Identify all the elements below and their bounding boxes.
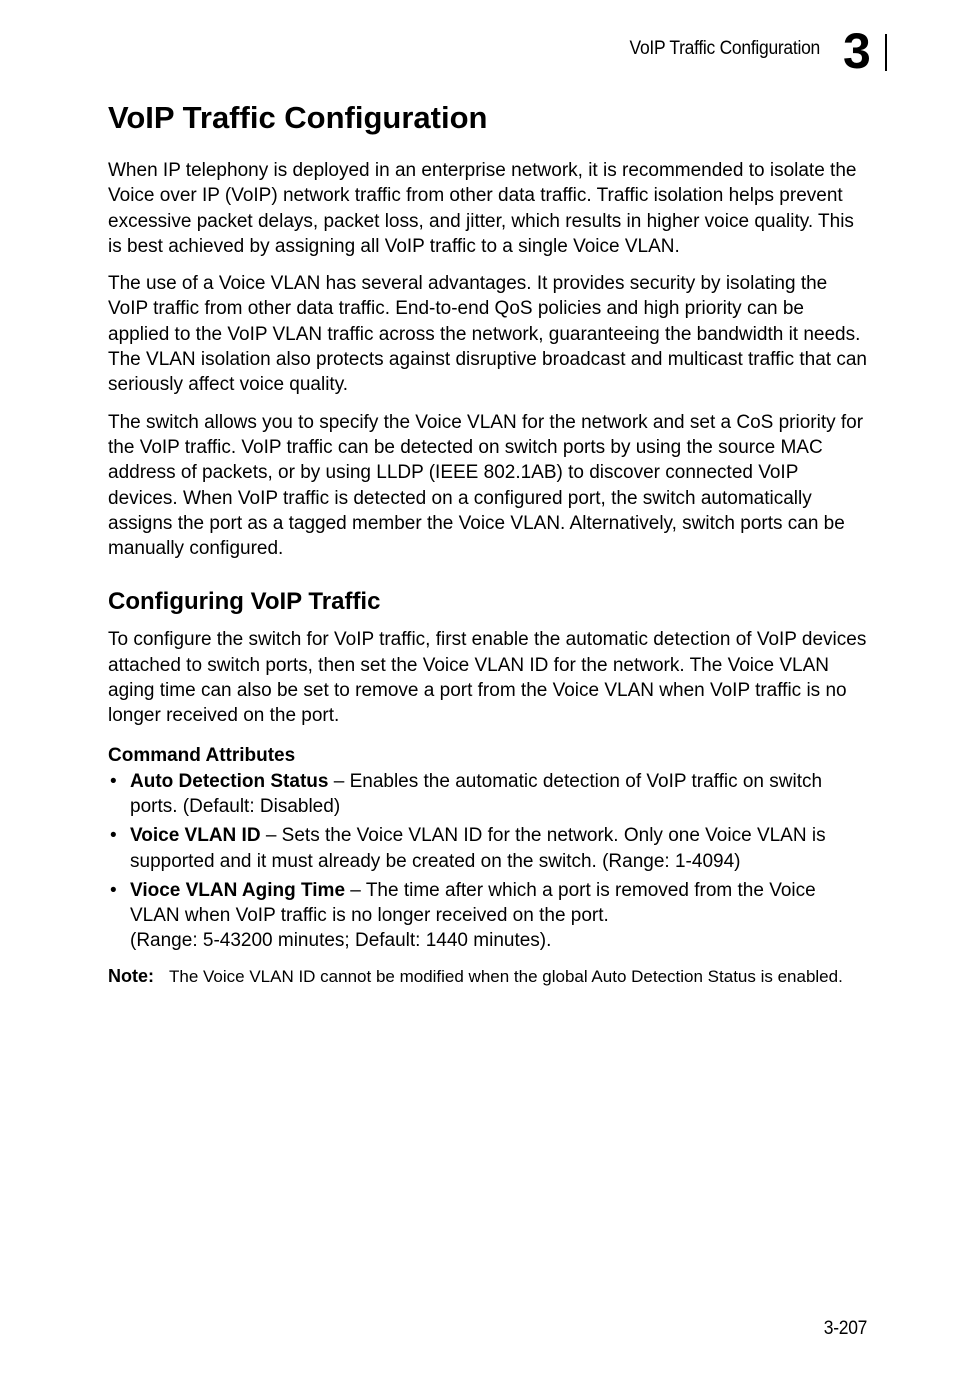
- attribute-term: Voice VLAN ID: [130, 825, 261, 847]
- attribute-description: – The time after which a port is removed from the Voice VLAN when VoIP traffic is no longer received on the port.: [130, 879, 816, 927]
- bullet-icon: •: [110, 770, 117, 792]
- chapter-number: 3: [843, 23, 871, 79]
- note-block: [108, 964, 868, 990]
- attribute-description: – Sets the Voice VLAN ID for the network. Only one Voice VLAN is supported and it must already be created on the switch. (Range: 1-4094): [130, 825, 826, 872]
- attribute-term: Auto Detection Status: [130, 770, 329, 792]
- attribute-term: Vioce VLAN Aging Time: [130, 879, 346, 901]
- bullet-icon: •: [110, 879, 117, 901]
- attribute-description: – Enables the automatic detection of VoIP traffic on switch ports. (Default: Disabled): [130, 770, 823, 817]
- command-attributes-heading: Command Attributes: [108, 744, 296, 766]
- list-item: [108, 878, 868, 954]
- note-text: The Voice VLAN ID cannot be modified when the global Auto Detection Status is enabled.: [169, 966, 843, 986]
- list-item: [108, 769, 868, 820]
- page-content: [108, 96, 868, 989]
- subsection-title: Configuring VoIP Traffic: [108, 588, 381, 616]
- chapter-divider: [885, 34, 887, 71]
- list-item: [108, 823, 868, 874]
- page-number: 3-207: [823, 1318, 867, 1339]
- subsection-paragraph: To configure the switch for VoIP traffic, first enable the automatic detection of VoIP devices attached to switch ports, then set the Voice VLAN ID for the network. The Voice VLAN aging time can also be set to remove a port from the Voice VLAN when VoIP traffic is no longer received on the port.: [108, 629, 867, 727]
- bullet-icon: •: [110, 825, 117, 847]
- intro-paragraph-2: The use of a Voice VLAN has several advantages. It provides security by isolating the VoIP traffic from other data traffic. End-to-end QoS policies and high priority can be applied to the VoIP VLAN traffic across the network, guaranteeing the bandwidth it needs. The VLAN isolation also protects against disruptive broadcast and multicast traffic that can seriously affect voice quality.: [108, 273, 867, 396]
- section-title: VoIP Traffic Configuration: [108, 100, 488, 135]
- intro-paragraph-1: When IP telephony is deployed in an enterprise network, it is recommended to isolate the Voice over IP (VoIP) network traffic from other data traffic. Traffic isolation helps prevent excessive packet delays, packet loss, and jitter, which results in higher voice quality. This is best achieved by assigning all VoIP traffic to a single Voice VLAN.: [108, 160, 857, 257]
- note-label: Note:: [108, 965, 154, 986]
- attribute-range: (Range: 5-43200 minutes; Default: 1440 minutes).: [130, 930, 552, 952]
- command-attributes-list: [108, 769, 868, 954]
- running-header-title: VoIP Traffic Configuration: [629, 38, 820, 59]
- intro-paragraph-3: The switch allows you to specify the Voice VLAN for the network and set a CoS priority for the VoIP traffic. VoIP traffic can be detected on switch ports by using the source MAC address of packets, or by using LLDP (IEEE 802.1AB) to discover connected VoIP devices. When VoIP traffic is detected on a configured port, the switch automatically assigns the port as a tagged member the Voice VLAN. Alternatively, switch ports can be manually configured.: [108, 411, 864, 560]
